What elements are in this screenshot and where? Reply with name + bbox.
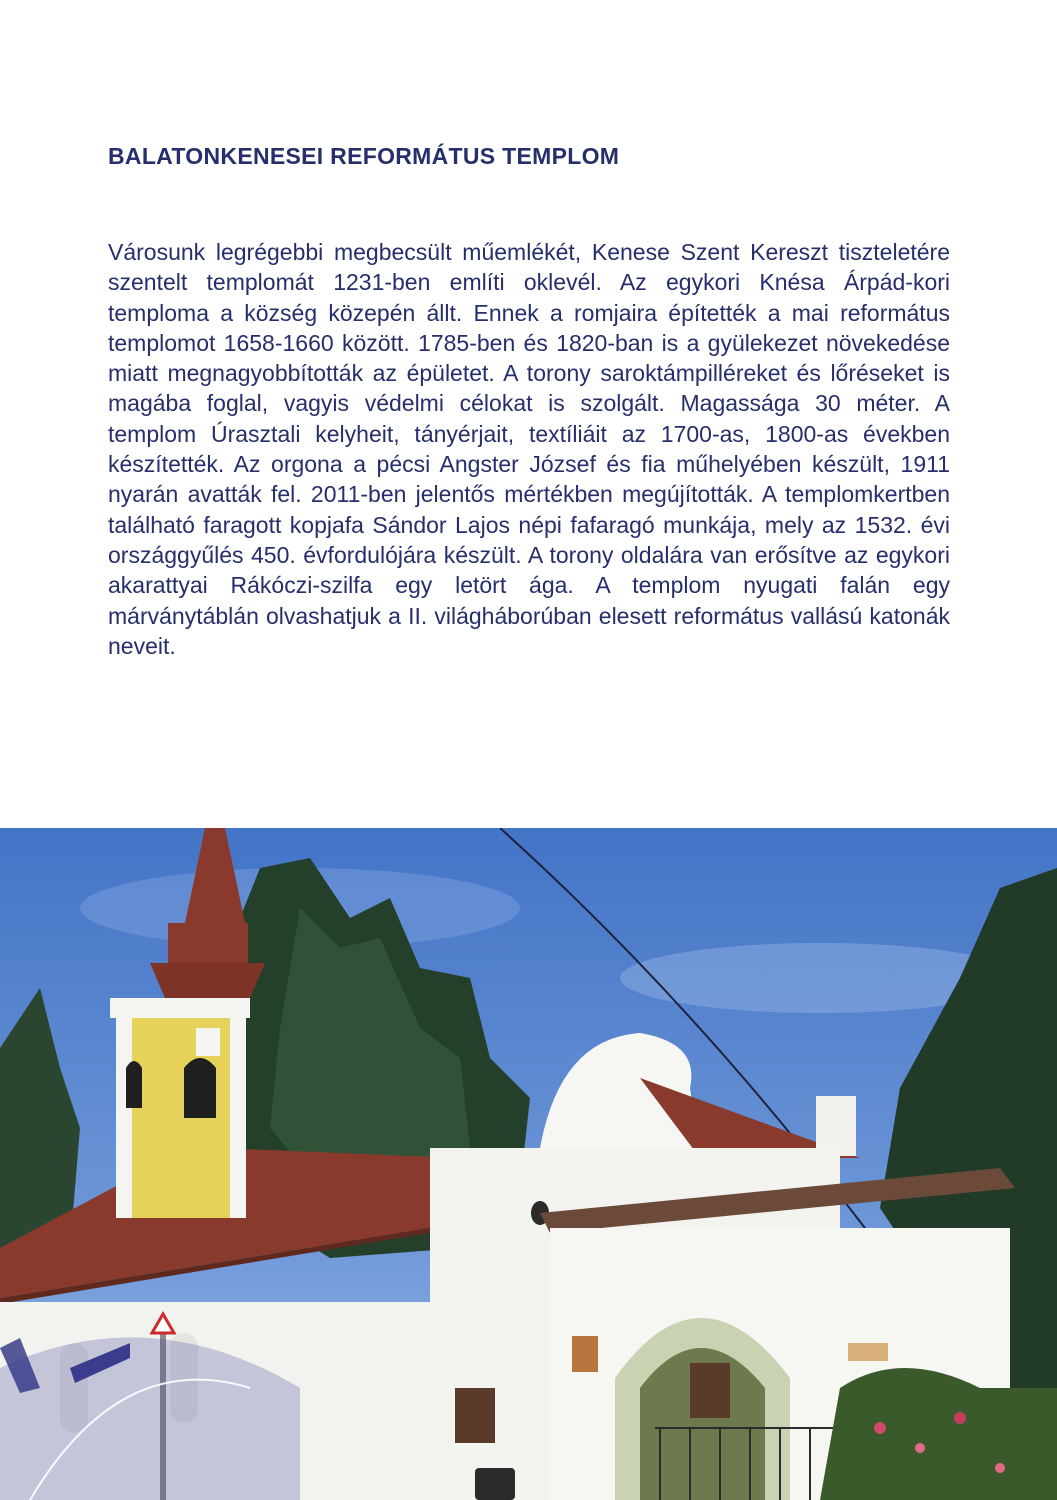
body-paragraph: Városunk legrégebbi megbecsült műemlékét, Kenese Szent Kereszt tiszteletére szentelt templomát 1231-ben említi oklevél. Az egykori Knésa Árpád-kori temploma a község közepén állt. Ennek a romjaira építették a mai református templomot 1658-1660 között. 1785-ben és 1820-ban is a gyülekezet növekedése miatt megnagyobbították az épületet. A torony saroktámpilléreket és lőréseket is magába foglal, vagyis védelmi célokat is szolgált. Magassága 30 méter. A templom Úrasztali kelyheit, tányérjait, textíliáit az 1700-as, 1800-as években készítették. Az orgona a pécsi Angster József és fia műhelyében készült, 1911 nyarán avatták fel. 2011-ben jelentős mértékben megújították. A templomkertben található faragott kopjafa Sándor Lajos népi fafaragó munkája, mely az 1532. évi országgyűlés 450. évfordulójára készült. A torony oldalára van erősítve az egykori akarattyai Rákóczi-szilfa egy letört ága. A templom nyugati falán egy márványtáblán olvashatjuk a II. világháborúban elesett református vallású katonák neveit. <box>108 239 950 659</box>
tower-body <box>116 1018 246 1218</box>
church-photo <box>0 828 1057 1500</box>
page-title: BALATONKENESEI REFORMÁTUS TEMPLOM <box>108 143 620 169</box>
